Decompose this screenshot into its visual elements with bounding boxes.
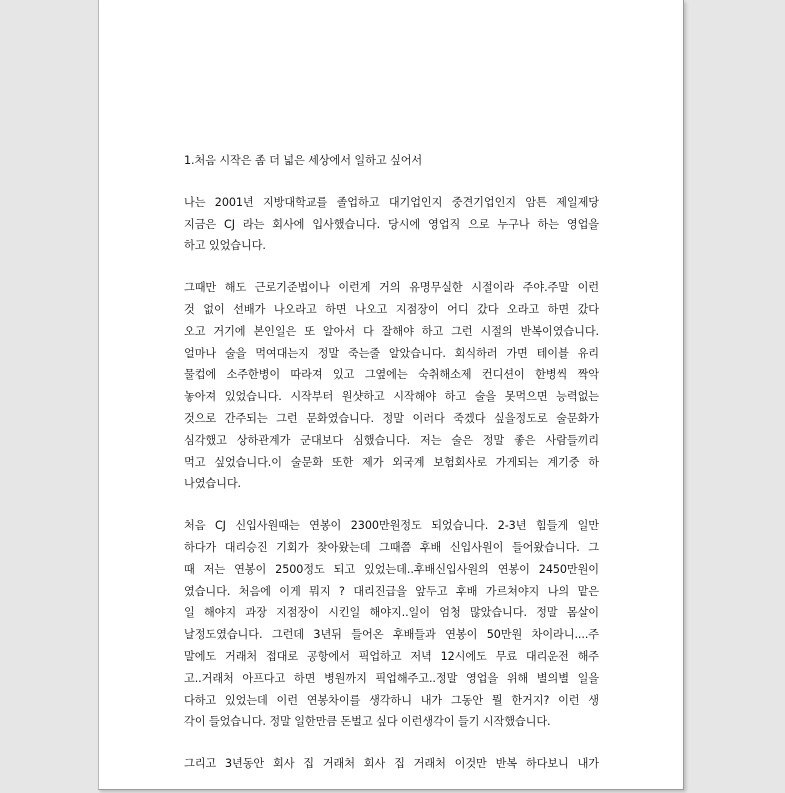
text-line: 다하고 있었는데 이런 연봉차이를 생각하니 내가 그동안 뭘 한거지? 이런 생 [184, 693, 599, 707]
text-line: 그리고 3년동안 회사 집 거래처 회사 집 거래처 이것만 반복 하다보니 내가 [184, 757, 599, 771]
text-line: 얼마나 술을 먹여대는지 정말 죽는줄 알았습니다. 회식하러 가면 테이블 유리 [184, 346, 599, 360]
text-line: 그때만 해도 근로기준법이나 이런게 거의 유명무실한 시절이라 주야.주말 이런 [184, 281, 599, 295]
text-line: 일 해야지 과장 지점장이 시킨일 해야지..일이 엄청 많았습니다. 정말 몸살이 [184, 606, 599, 620]
text-line: 나는 2001년 지방대학교를 졸업하고 대기업인지 중견기업인지 암튼 제일제당 [184, 195, 599, 209]
section-heading: 1.처음 시작은 좀 더 넓은 세상에서 일하고 싶어서 [184, 154, 423, 167]
text-line: 나였습니다. [184, 477, 241, 491]
text-line: 날정도였습니다. 그런데 3년뒤 들어온 후배들과 연봉이 50만원 차이라니....주 [184, 628, 599, 642]
text-line: 심각했고 상하관계가 군대보다 심했습니다. 저는 술은 정말 좋은 사람들끼리 [184, 433, 599, 447]
paragraph [184, 192, 599, 257]
document-page [98, 0, 684, 790]
text-line: 고..거래처 아프다고 하면 병원까지 픽업해주고..정말 영업을 위해 별의별 일을 [184, 671, 599, 685]
text-line: 하다가 대리승진 기회가 찾아왔는데 그때쯤 후배 신입사원이 들어왔습니다. 그 [184, 540, 599, 554]
text-line: 것으로 간주되는 그런 문화였습니다. 정말 이러다 죽겠다 싶을정도로 술문화가 [184, 411, 599, 425]
text-line: 먹고 싶었습니다.이 술문화 또한 제가 외국계 보험회사로 가게되는 계기중 하 [184, 455, 599, 469]
text-line: 물컵에 소주한병이 따라져 있고 그옆에는 숙취해소제 컨디션이 한병씩 짝악 [184, 368, 599, 382]
text-line: 지금은 CJ 라는 회사에 입사했습니다. 당시에 영업직 으로 누구나 하는 영업을 [184, 217, 599, 231]
paragraphs [184, 192, 599, 775]
text-line: 처음 CJ 신입사원때는 연봉이 2300만원정도 되었습니다. 2-3년 힘들게 일만 [184, 519, 599, 533]
page-content [184, 150, 599, 793]
paragraph [184, 753, 599, 775]
text-line: 것 없이 선배가 나오라고 하면 나오고 지점장이 어디 갔다 오라고 하면 갔다 [184, 302, 599, 316]
paragraph [184, 515, 599, 733]
text-line: 놓아져 있었습니다. 시작부터 원샷하고 시작해야 하고 술을 못먹으면 능력없는 [184, 390, 599, 404]
text-line: 오고 거기에 본인일은 또 알아서 다 잘해야 하고 그런 시절의 반복이였습니다. [184, 324, 599, 338]
text-line: 였습니다. 처음에 이게 뭐지 ? 대리진급을 앞두고 후배 가르쳐야지 나의 맡은 [184, 584, 599, 598]
text-line: 각이 들었습니다. 정말 일한만큼 돈벌고 싶다 이런생각이 들기 시작했습니다. [184, 715, 551, 729]
text-line: 때 저는 연봉이 2500정도 되고 있었는데..후배신입사원의 연봉이 2450만원이 [184, 562, 599, 576]
text-line: 말에도 거래처 접대로 공항에서 픽업하고 저녁 12시에도 무료 대리운전 해주 [184, 649, 599, 663]
paragraph [184, 277, 599, 495]
text-line: 하고 있었습니다. [184, 239, 266, 253]
